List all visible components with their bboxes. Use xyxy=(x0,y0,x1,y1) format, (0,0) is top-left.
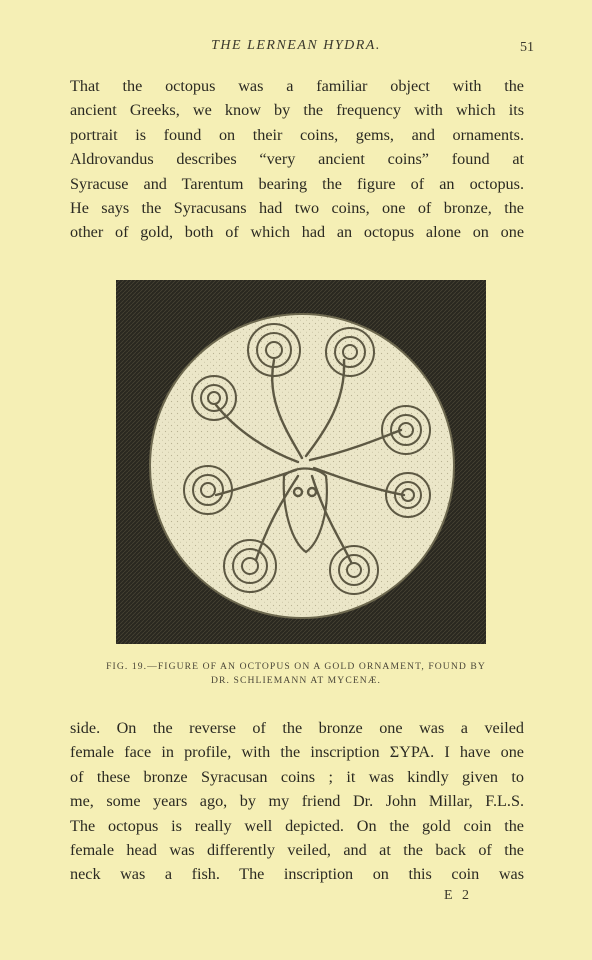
text-line: female face in profile, with the inscription ΣΥΡΑ. I have one xyxy=(70,743,524,762)
text-line: side. On the reverse of the bronze one was a veiled xyxy=(70,719,524,737)
text-line: That the octopus was a familiar object with the xyxy=(70,77,524,95)
text-line: ancient Greeks, we know by the frequency with which its xyxy=(70,101,524,120)
octopus-ornament-illustration xyxy=(116,280,486,644)
text-line: me, some years ago, by my friend Dr. John Millar, F.L.S. xyxy=(70,792,524,811)
paragraph-1 xyxy=(70,74,524,245)
text-line: Aldrovandus describes “very ancient coins” found at xyxy=(70,150,524,169)
octopus-engraving xyxy=(116,280,486,644)
text-line: The octopus is really well depicted. On the gold coin the xyxy=(70,816,524,835)
paragraph-2 xyxy=(70,716,524,887)
running-title: THE LERNEAN HYDRA. xyxy=(211,38,381,53)
text-line: neck was a fish. The inscription on this coin was xyxy=(70,865,524,884)
text-line: portrait is found on their coins, gems, and ornaments. xyxy=(70,125,524,144)
page-number: 51 xyxy=(520,40,534,55)
caption-line: DR. SCHLIEMANN AT MYCENÆ. xyxy=(211,675,381,686)
text-line: other of gold, both of which had an octopus alone on one xyxy=(70,223,524,242)
figure-caption xyxy=(60,660,532,688)
text-line: of these bronze Syracusan coins ; it was kindly given to xyxy=(70,767,524,786)
text-line: Syracuse and Tarentum bearing the figure of an octopus. xyxy=(70,174,524,193)
text-line: He says the Syracusans had two coins, one of bronze, the xyxy=(70,199,524,218)
signature-mark: E 2 xyxy=(443,888,472,903)
caption-line: FIG. 19.—FIGURE OF AN OCTOPUS ON A GOLD ORNAMENT, FOUND BY xyxy=(106,661,486,672)
text-line: female head was differently veiled, and at the back of the xyxy=(70,841,524,860)
